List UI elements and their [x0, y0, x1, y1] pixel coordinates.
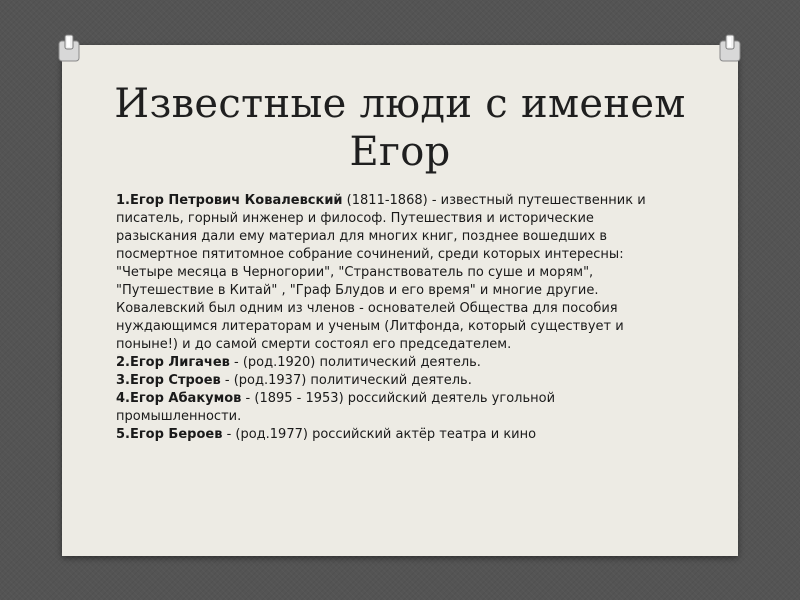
slide-body [116, 192, 656, 444]
title-line-2: Егор [349, 129, 451, 175]
entry-name: Егор Бероев [129, 427, 223, 442]
list-item [116, 354, 656, 372]
entry-number: 2. [116, 355, 130, 370]
slide-title [62, 80, 738, 176]
entry-number: 4. [116, 391, 130, 406]
entry-name: Егор Петрович Ковалевский [129, 193, 343, 208]
entry-text: - (род.1937) политический деятель. [220, 373, 472, 388]
entry-name: Егор Строев [129, 373, 221, 388]
pushpin-icon [717, 33, 743, 65]
entry-name: Егор Абакумов [129, 391, 242, 406]
entry-text: - (род.1977) российский актёр театра и кино [222, 427, 537, 442]
title-line-1: Известные люди с именем [114, 81, 686, 127]
entry-number: 3. [116, 373, 130, 388]
entry-text: - (род.1920) политический деятель. [229, 355, 481, 370]
list-item [116, 426, 656, 444]
entry-text: (1811-1868) - известный путешественник и писатель, горный инженер и философ. Путешествия и исторические разыскания дали ему материал для многих книг, позднее вошедших в посмертное пятитомное собрание сочинений, среди которых интересны: "Четыре месяца в Черногории", "Странствователь по суше и морям", "Путешествие в Китай" , "Граф Блудов и его время" и многие другие. Ковалевский был одним из членов - основателей Общества для пособия нуждающимся литераторам и ученым (Литфонда, который существует и поныне!) и до самой смерти состоял его председателем. [116, 193, 646, 352]
entry-text: - (1895 - 1953) российский деятель угольной промышленности. [116, 391, 556, 424]
list-item [116, 372, 656, 390]
entry-name: Егор Лигачев [129, 355, 230, 370]
entry-number: 5. [116, 427, 130, 442]
entry-number: 1. [116, 193, 130, 208]
list-item [116, 192, 656, 354]
pushpin-icon [56, 33, 82, 65]
list-item [116, 390, 656, 426]
